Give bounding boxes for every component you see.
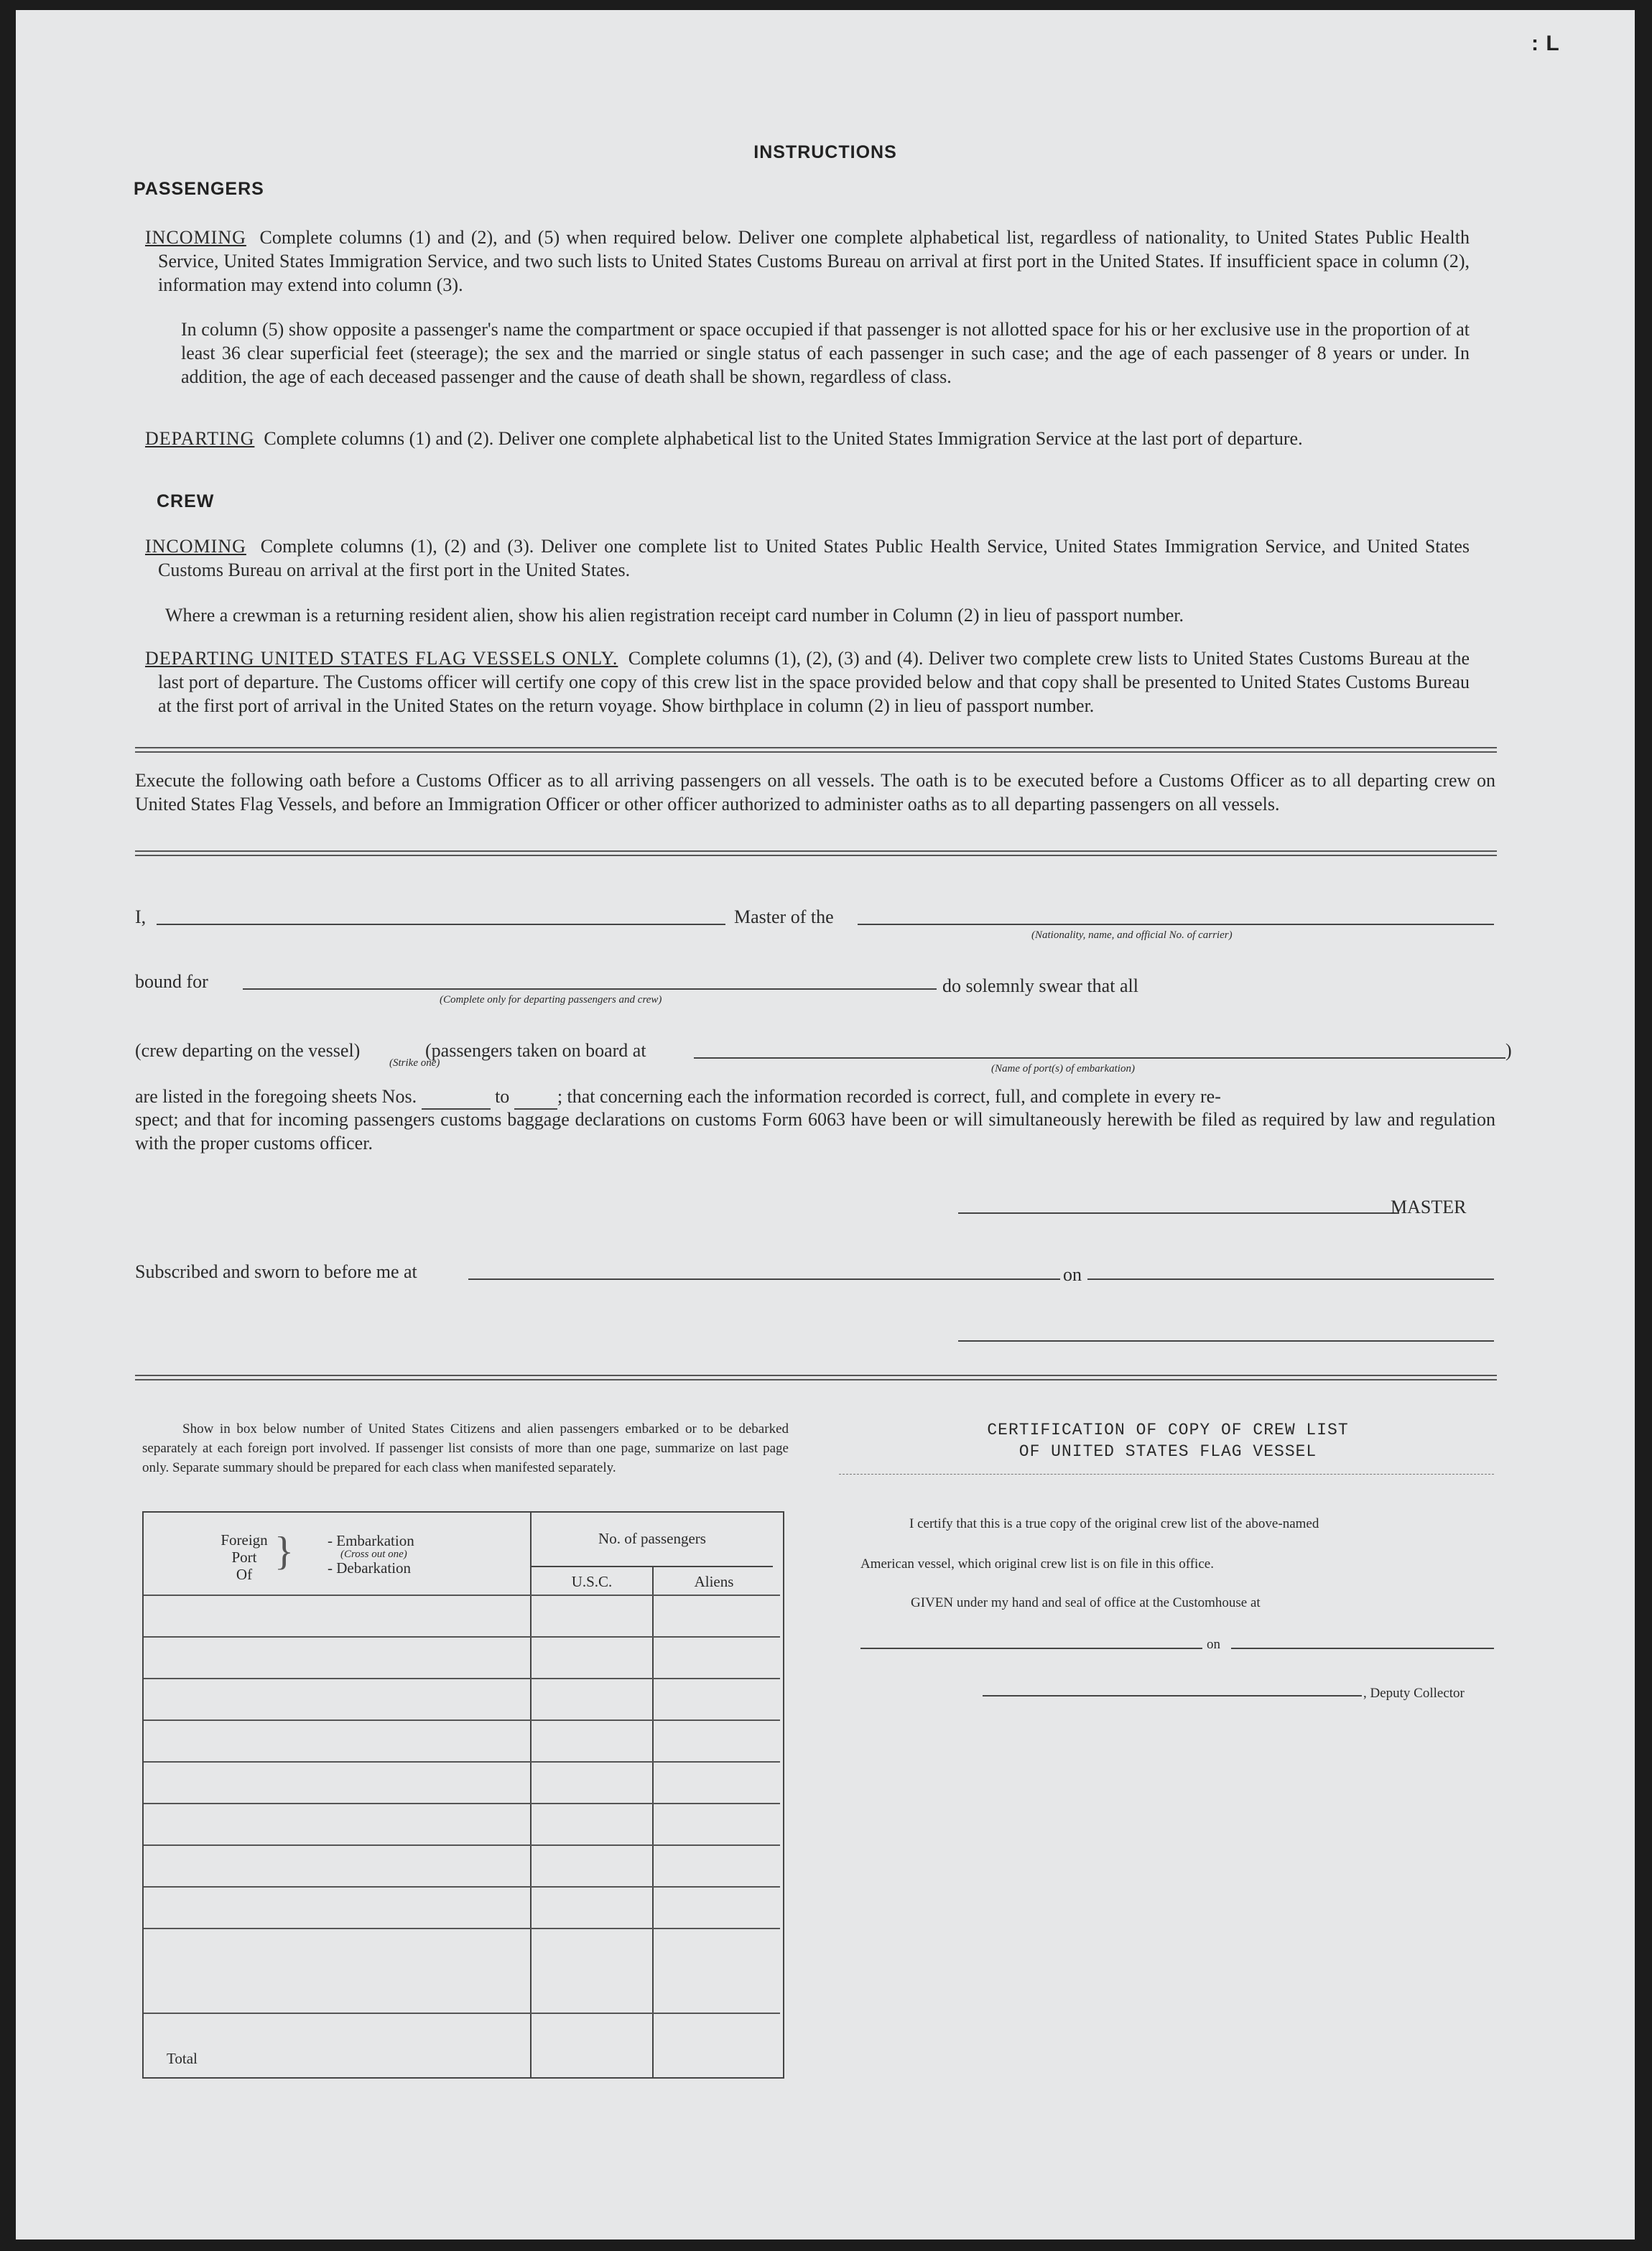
passengers-incoming-block: [145, 226, 1470, 297]
certification-title: [842, 1419, 1494, 1462]
table-row[interactable]: [144, 1719, 780, 1763]
divider: [135, 747, 1497, 753]
crew-incoming-note: Where a crewman is a returning resident alien, show his alien registration receipt card number in Column (2) in lieu of passport number.: [165, 605, 1184, 626]
oath-intro: Execute the following oath before a Customs Officer as to all arriving passengers on all vessels. The oath is to be executed before a Customs Officer as to all departing crew on United States Flag Vessels, and before an Immigration Officer or other officer authorized to administer oaths as to all departing passengers on all vessels.: [135, 770, 1495, 814]
deputy-signature-field[interactable]: [983, 1695, 1362, 1697]
crew-departing-option: (crew departing on the vessel): [135, 1040, 361, 1061]
certification-given: GIVEN under my hand and seal of office at the Customhouse at: [911, 1595, 1261, 1610]
passengers-taken-option: (passengers taken on board at: [425, 1040, 646, 1061]
passengers-departing-block: [145, 427, 1470, 450]
deputy-collector-label: , Deputy Collector: [1363, 1686, 1465, 1701]
summary-instructions: Show in box below number of United States Citizens and alien passengers embarked or to be debarked separately at each foreign port involved. If passenger list consists of more than one page, summarize on last page only. Separate summary should be prepared for each class when manifested separately.: [142, 1421, 789, 1475]
passengers-incoming-label: INCOMING: [145, 227, 246, 248]
crew-departing-block: [145, 646, 1470, 718]
officer-signature-field[interactable]: [958, 1340, 1494, 1342]
to-word: to: [495, 1086, 510, 1107]
passengers-heading: PASSENGERS: [134, 179, 264, 199]
embarkation-label: - Embarkation: [328, 1532, 414, 1549]
divider: [135, 850, 1497, 856]
listed-suffix: ; that concerning each the information recorded is correct, full, and complete in every re-: [557, 1086, 1221, 1107]
certification-line-1: I certify that this is a true copy of the original crew list of the above-named: [909, 1516, 1319, 1531]
oath-i-label: I,: [135, 906, 147, 927]
master-signature-field[interactable]: [958, 1212, 1399, 1214]
sworn-on-label: on: [1063, 1264, 1082, 1285]
listed-line: [135, 1085, 1495, 1110]
summary-table: [142, 1511, 784, 2079]
certification-title-2: OF UNITED STATES FLAG VESSEL: [1018, 1442, 1317, 1461]
table-row[interactable]: [144, 1844, 780, 1888]
passengers-col5-text: In column (5) show opposite a passenger's name the compartment or space occupied if that passenger is not allotted space for his or her exclusive use in the proportion of at least 36 clear superficial feet (steerage); the sex and the married or single status of each passenger in such case; and the age of each passenger of 8 years or under. In addition, the age of each deceased passenger and the cause of death shall be shown, regardless of class.: [181, 319, 1470, 387]
no-of-passengers-header: No. of passengers: [598, 1530, 706, 1547]
master-label: MASTER: [1391, 1197, 1467, 1217]
table-row[interactable]: [144, 1636, 780, 1679]
certification-title-1: CERTIFICATION OF COPY OF CREW LIST: [987, 1421, 1349, 1439]
master-of-label: Master of the: [734, 906, 834, 927]
sworn-date-field[interactable]: [1087, 1278, 1494, 1280]
page-number: : L: [1531, 32, 1560, 55]
page-title: INSTRUCTIONS: [753, 142, 897, 162]
col-port-word-2: Port: [231, 1549, 257, 1566]
table-row[interactable]: [144, 1928, 780, 1971]
crew-incoming-text: Complete columns (1), (2) and (3). Deliver one complete list to United States Public Health Service, United States Immigration Service, and United States Customs Bureau on arrival at the first port in the United States.: [158, 536, 1470, 580]
col-port-word-1: Foreign: [221, 1531, 268, 1549]
certification-divider: [839, 1474, 1494, 1475]
passengers-incoming-text: Complete columns (1) and (2), and (5) when required below. Deliver one complete alphabetical list, regardless of nationality, to United States Public Health Service, United States Immigration Service, and two such lists to United States Customs Bureau on arrival at first port in the United States. If insufficient space in column (2), information may extend into column (3).: [158, 227, 1470, 295]
table-row[interactable]: [144, 1761, 780, 1804]
table-row[interactable]: [144, 1678, 780, 1721]
crew-incoming-block: [145, 534, 1470, 582]
ports-caption: (Name of port(s) of embarkation): [991, 1063, 1135, 1075]
passengers-departing-label: DEPARTING: [145, 428, 255, 449]
debarkation-label: - Debarkation: [328, 1559, 412, 1577]
sheet-from-field[interactable]: [422, 1085, 491, 1110]
bound-for-caption: (Complete only for departing passengers and crew): [440, 994, 662, 1006]
close-paren: ): [1505, 1040, 1512, 1061]
carrier-field[interactable]: [858, 924, 1494, 925]
document-page: [16, 10, 1635, 2240]
carrier-caption: (Nationality, name, and official No. of carrier): [1031, 929, 1233, 941]
bound-for-label: bound for: [135, 971, 208, 992]
table-row[interactable]: [144, 1803, 780, 1846]
certification-line-2: American vessel, which original crew list is on file in this office.: [860, 1556, 1214, 1572]
col-port-word-3: Of: [236, 1566, 253, 1583]
strike-one-caption: (Strike one): [389, 1057, 440, 1069]
master-name-field[interactable]: [157, 924, 725, 925]
crew-incoming-label: INCOMING: [145, 536, 246, 557]
table-row[interactable]: [144, 1595, 780, 1638]
aliens-header: Aliens: [694, 1573, 734, 1590]
brace-icon: }: [274, 1529, 294, 1574]
ports-field[interactable]: [694, 1057, 1505, 1059]
bound-for-field[interactable]: [243, 988, 937, 990]
swear-text: do solemnly swear that all: [942, 975, 1138, 996]
certification-on-label: on: [1207, 1637, 1220, 1652]
crew-departing-label: DEPARTING UNITED STATES FLAG VESSELS ONLY.: [145, 648, 618, 669]
certification-date-field[interactable]: [1231, 1648, 1494, 1649]
usc-header: U.S.C.: [571, 1573, 613, 1590]
table-row[interactable]: [144, 1886, 780, 1929]
total-row-divider: [144, 2013, 780, 2014]
col-port-header: [215, 1531, 273, 1583]
crew-departing-text: Complete columns (1), (2), (3) and (4). Deliver two complete crew lists to United States Customs Bureau at the last port of departure. The Customs officer will certify one copy of this crew list in the space provided below and that copy shall be presented to United States Customs Bureau at the first port of arrival in the United States on the return voyage. Show birthplace in column (2) in lieu of passport number.: [158, 648, 1470, 716]
listed-prefix: are listed in the foregoing sheets Nos.: [135, 1086, 417, 1107]
passengers-departing-text: Complete columns (1) and (2). Deliver one complete alphabetical list to the United States Immigration Service at the last port of departure.: [264, 428, 1303, 449]
total-label: Total: [167, 2050, 198, 2067]
divider: [135, 1375, 1497, 1380]
subscribed-label: Subscribed and sworn to before me at: [135, 1261, 417, 1282]
sworn-place-field[interactable]: [468, 1278, 1060, 1280]
sheet-to-field[interactable]: [514, 1085, 557, 1110]
customhouse-field[interactable]: [860, 1648, 1202, 1649]
listed-rest: spect; and that for incoming passengers customs baggage declarations on customs Form 6063 have been or will simultaneously herewith be filed as required by law and regulation with the proper customs officer.: [135, 1109, 1495, 1154]
cross-out-caption: (Cross out one): [340, 1549, 407, 1560]
crew-heading: CREW: [157, 491, 215, 511]
